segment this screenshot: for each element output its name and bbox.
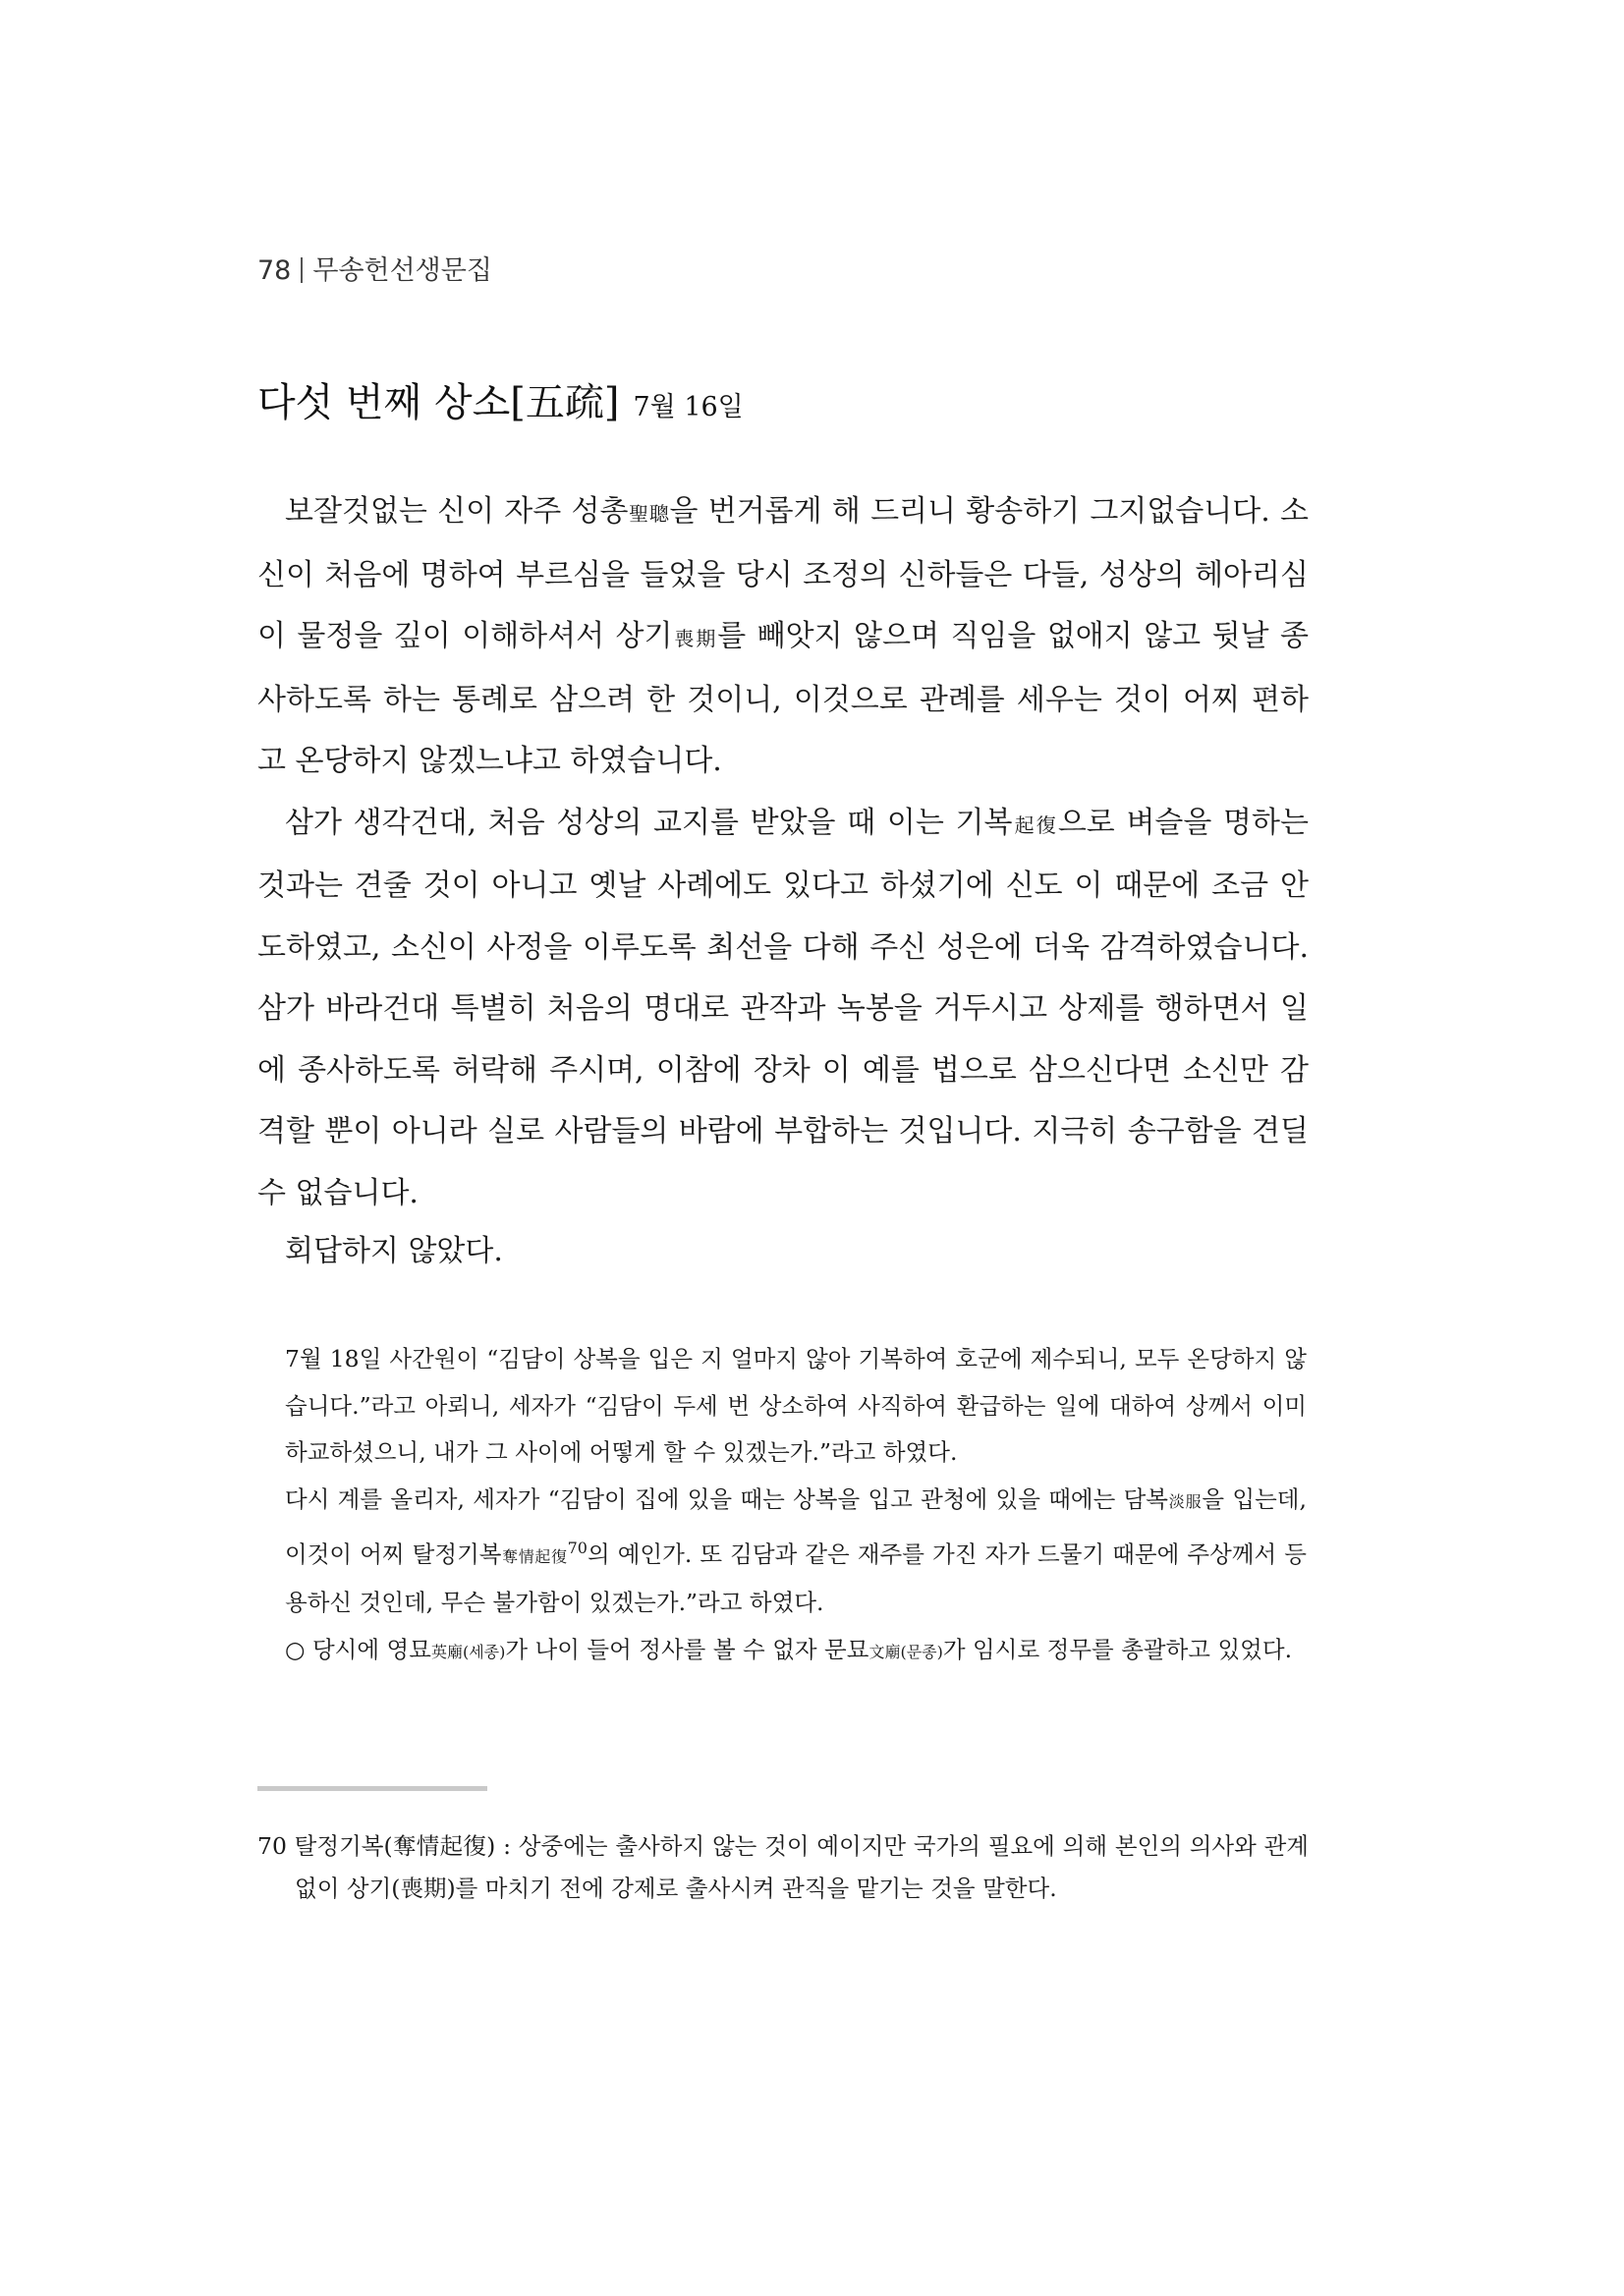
footnote-rule bbox=[257, 1786, 487, 1791]
memorial-paragraph-2 bbox=[257, 793, 1309, 1225]
annotation-paragraph-2 bbox=[285, 1477, 1307, 1627]
text-run: ○ 당시에 영묘 bbox=[285, 1635, 431, 1663]
hanja-gloss: 喪期 bbox=[672, 627, 718, 650]
hanja-gloss: 英廟(세종) bbox=[430, 1642, 506, 1661]
text-run: 보잘것없는 신이 자주 성총 bbox=[285, 494, 629, 529]
footnote-70: 70 탈정기복(奪情起復) : 상중에는 출사하지 않는 것이 예이지만 국가의 필요에 의해 본인의 의사와 관계없이 상기(喪期)를 마치기 전에 강제로 출사시켜 관직을 맡기는 것을 말한다. bbox=[257, 1832, 1309, 1902]
page-number: 78 bbox=[257, 255, 292, 286]
annotation-paragraph-1: 7월 18일 사간원이 “김담이 상복을 입은 지 얼마지 않아 기복하여 호군에 제수되니, 모두 온당하지 않습니다.”라고 아뢰니, 세자가 “김담이 두세 번 상소하여 사직하여 환급하는 일에 대하여 상께서 이미 하교하셨으니, 내가 그 사이에 어떻게 할 수 있겠는가.”라고 하였다. bbox=[285, 1345, 1307, 1466]
annotation-block bbox=[285, 1336, 1307, 1675]
footnote-block bbox=[257, 1825, 1309, 1910]
hanja-gloss: 淡服 bbox=[1167, 1491, 1203, 1511]
text-run: 을 입는데, 이것이 어찌 탈정기복 bbox=[285, 1484, 1307, 1568]
memorial-paragraph-1 bbox=[257, 481, 1309, 793]
header-divider bbox=[301, 257, 303, 283]
annotation-paragraph-3 bbox=[285, 1627, 1307, 1676]
book-title: 무송헌선생문집 bbox=[312, 255, 492, 286]
hanja-gloss: 文廟(문종) bbox=[868, 1642, 943, 1661]
running-head bbox=[257, 249, 492, 287]
section-date: 7월 16일 bbox=[633, 392, 744, 422]
hanja-gloss: 聖聰 bbox=[628, 502, 670, 526]
section-title: 다섯 번째 상소[五疏] bbox=[257, 380, 620, 425]
text-run: 을 번거롭게 해 드리니 황송하기 그지없습니다. 소신이 처음에 명하여 부르심을 들었을 당시 조정의 신하들은 다들, 성상의 헤아리심이 물정을 깊이 이해하셔서 상기 bbox=[257, 494, 1309, 653]
hanja-gloss: 起復 bbox=[1012, 812, 1058, 837]
text-run: 으로 벼슬을 명하는 것과는 견줄 것이 아니고 옛날 사례에도 있다고 하셨기에 신도 이 때문에 조금 안도하였고, 소신이 사정을 이루도록 최선을 다해 주신 성은에 더욱 감격하였습니다. 삼가 바라건대 특별히 처음의 명대로 관작과 녹봉을 거두시고 상제를 행하면서 일에 종사하도록 허락해 주시며, 이참에 장차 이 예를 법으로 삼으신다면 소신만 감격할 뿐이 아니라 실로 사람들의 바람에 부합하는 것입니다. 지극히 송구함을 견딜 수 없습니다. bbox=[257, 805, 1309, 1210]
footnote-marker: 70 bbox=[567, 1539, 588, 1557]
memorial-text bbox=[257, 481, 1309, 1224]
text-run: 가 임시로 정무를 총괄하고 있었다. bbox=[942, 1635, 1293, 1663]
text-run: 삼가 생각건대, 처음 성상의 교지를 받았을 때 이는 기복 bbox=[285, 805, 1013, 840]
text-run: 의 예인가. 또 김담과 같은 재주를 가진 자가 드물기 때문에 주상께서 등용하신 것인데, 무슨 불가함이 있겠는가.”라고 하였다. bbox=[285, 1540, 1307, 1617]
section-heading bbox=[257, 371, 744, 427]
text-run: 가 나이 들어 정사를 볼 수 없자 문묘 bbox=[505, 1635, 869, 1663]
text-run: 를 빼앗지 않으며 직임을 없애지 않고 뒷날 종사하도록 하는 통례로 삼으려 한 것이니, 이것으로 관례를 세우는 것이 어찌 편하고 온당하지 않겠느냐고 하였습니다. bbox=[257, 619, 1309, 778]
text-run: 다시 계를 올리자, 세자가 “김담이 집에 있을 때는 상복을 입고 관청에 있을 때에는 담복 bbox=[285, 1484, 1168, 1513]
reply-line: 회답하지 않았다. bbox=[285, 1234, 503, 1268]
hanja-gloss: 奪情起復 bbox=[501, 1546, 568, 1566]
